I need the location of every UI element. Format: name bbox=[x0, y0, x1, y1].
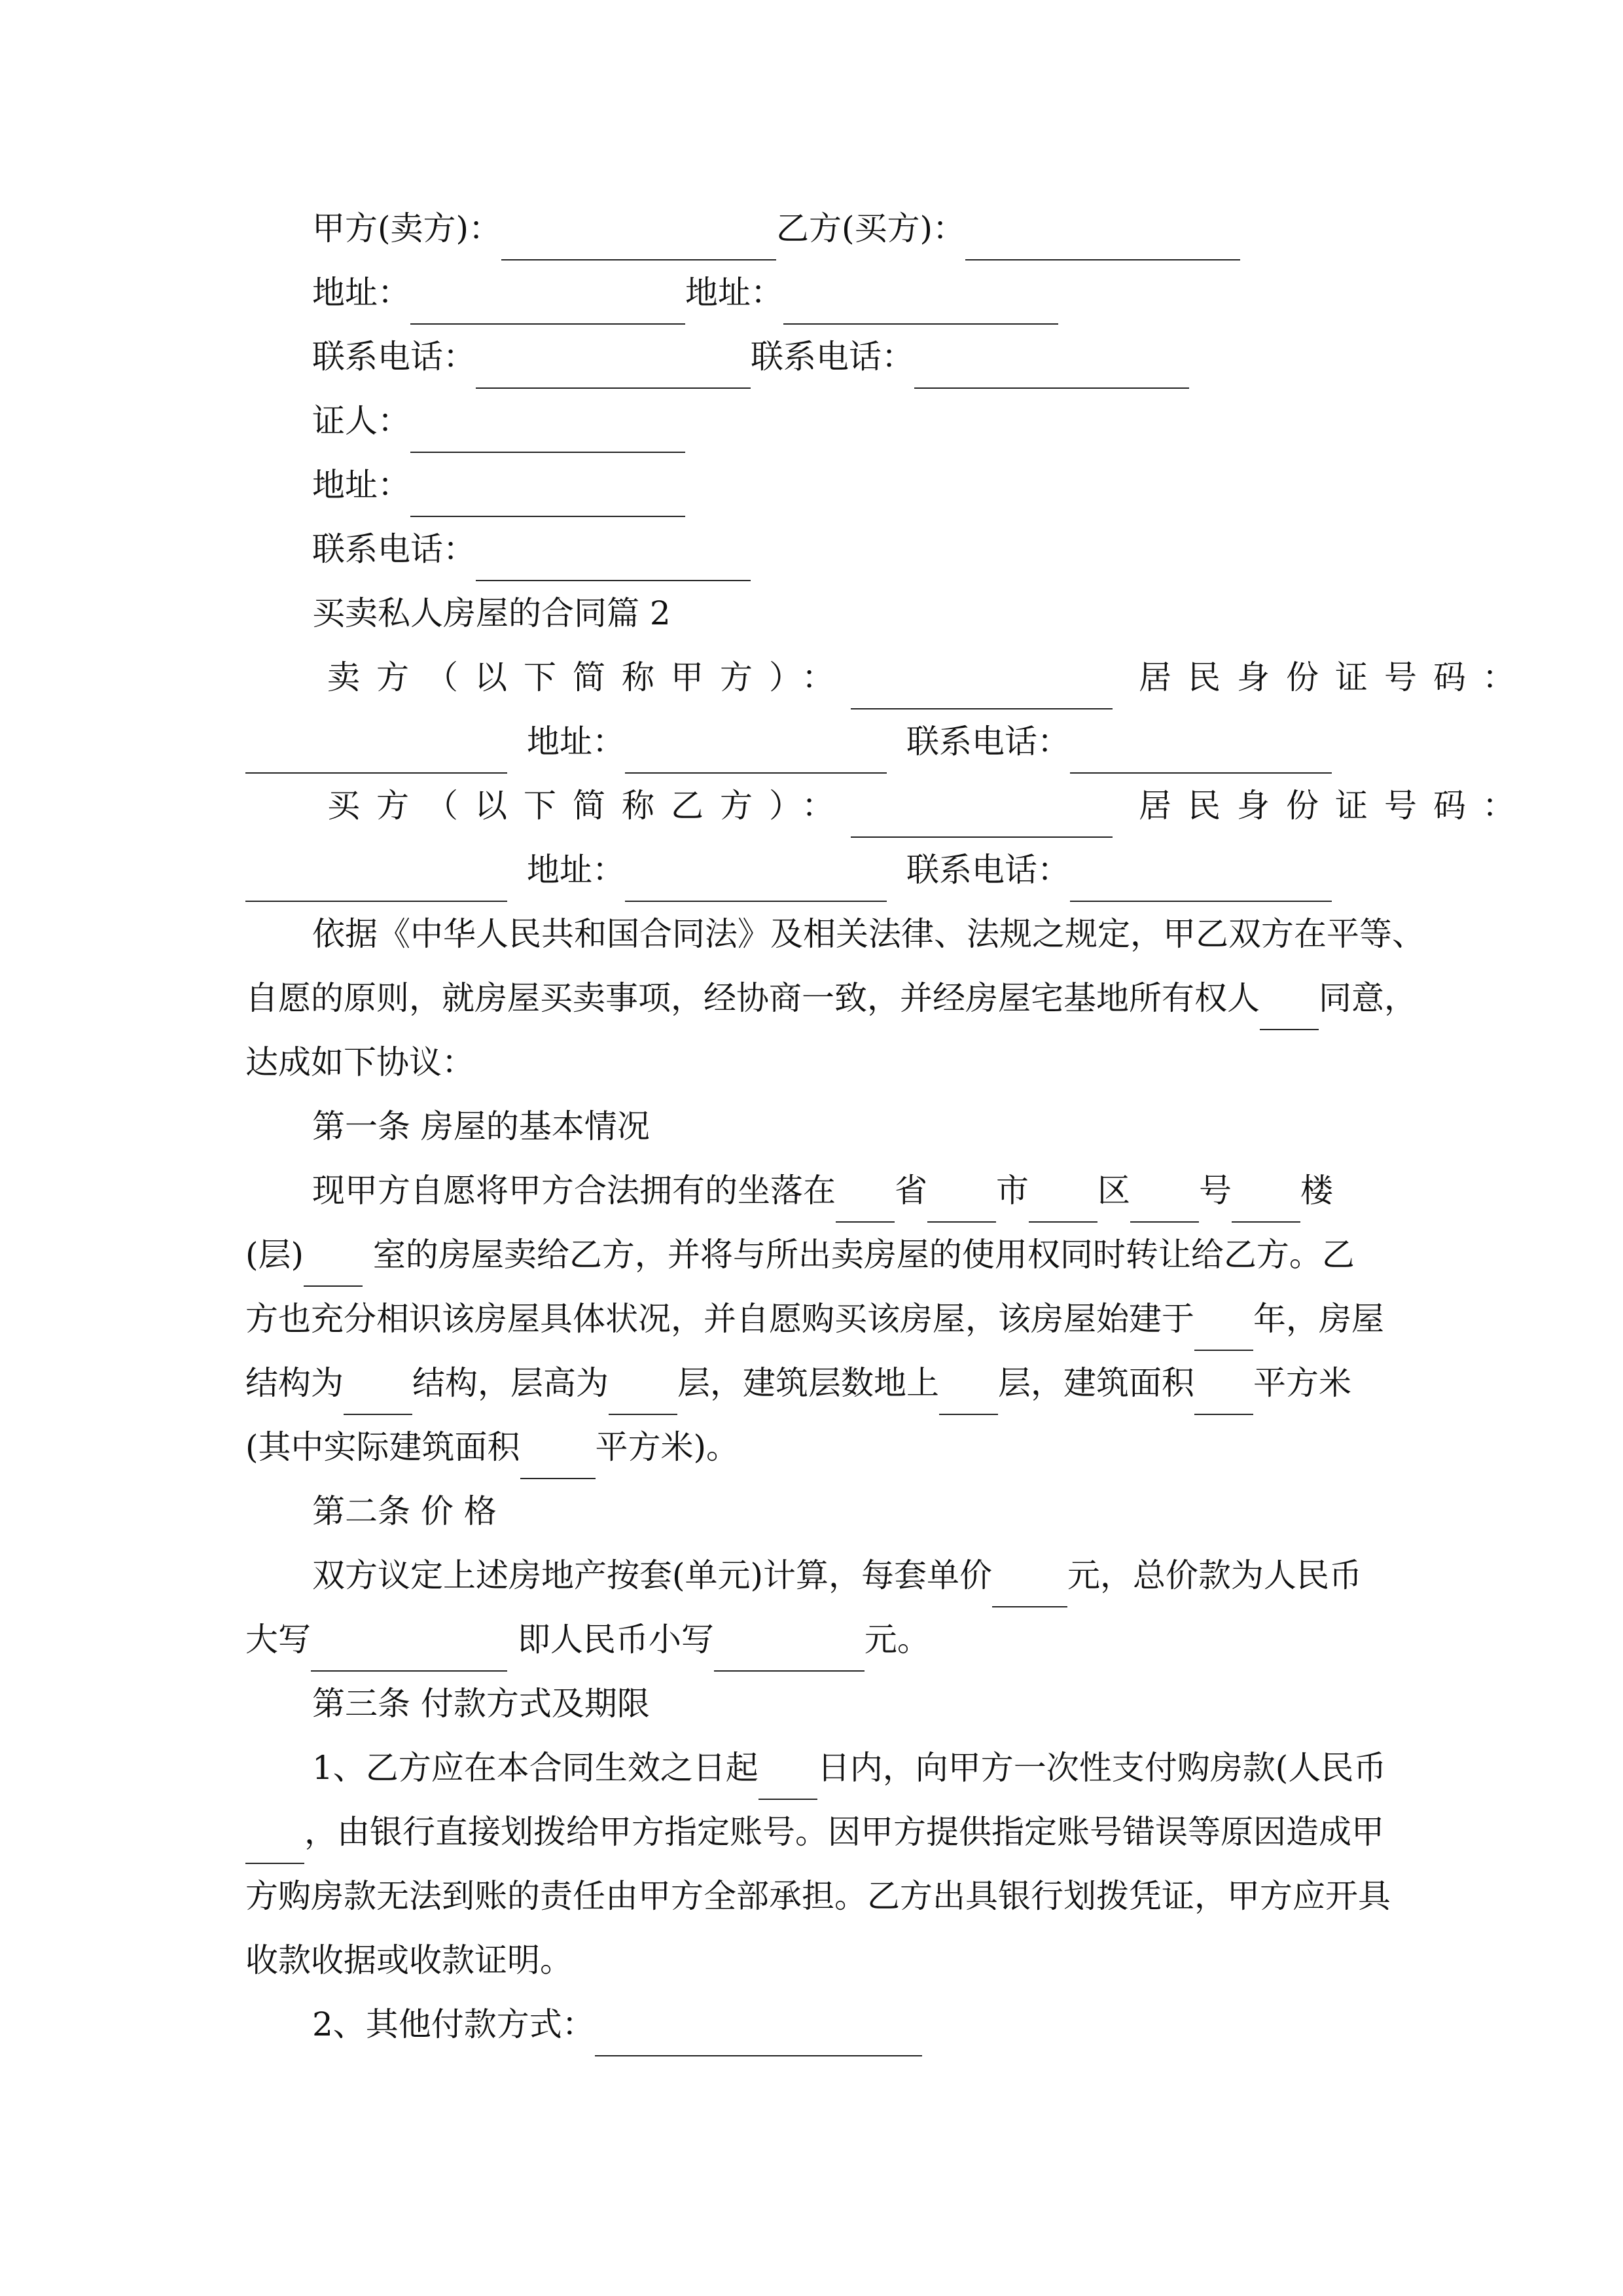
total-price-label: 元，总价款为人民币 bbox=[1067, 1556, 1363, 1594]
amount-words-label: 大写 bbox=[245, 1621, 311, 1659]
seller-label: 甲方(卖方)： bbox=[312, 209, 502, 247]
buyer-label: 乙方(买方)： bbox=[776, 209, 966, 247]
area-label: 层，建筑面积 bbox=[998, 1364, 1194, 1402]
preamble-line-1: 依据《中华人民共和国合同法》及相关法律、法规之规定，甲乙双方在平等、 bbox=[312, 915, 1425, 953]
unit-price-label: 双方议定上述房地产按套(单元)计算，每套单价 bbox=[312, 1556, 993, 1594]
room-blank[interactable] bbox=[304, 1242, 363, 1287]
seller-intro-label: 卖方（以下简称甲方）： bbox=[327, 658, 851, 696]
preamble-consent: 同意， bbox=[1319, 979, 1417, 1017]
preamble-line-3: 达成如下协议： bbox=[245, 1043, 474, 1081]
witness-address-blank[interactable] bbox=[410, 473, 685, 517]
city-label: 市 bbox=[996, 1172, 1029, 1210]
buyer-line-phone-blank[interactable] bbox=[1070, 857, 1332, 902]
seller-buyer-row bbox=[245, 196, 1444, 260]
buyer-id-blank[interactable] bbox=[245, 857, 507, 902]
article1-line-3 bbox=[245, 1287, 1384, 1351]
city-blank[interactable] bbox=[927, 1178, 996, 1223]
floor-label: (层) bbox=[245, 1236, 304, 1274]
phone-row bbox=[245, 325, 1444, 389]
buyer-address-blank[interactable] bbox=[783, 280, 1058, 325]
payment-amount-blank[interactable] bbox=[245, 1820, 304, 1864]
witness-phone-blank[interactable] bbox=[476, 537, 751, 581]
buyer-line-phone-label: 联系电话： bbox=[906, 851, 1070, 889]
article1-line-2 bbox=[245, 1223, 1378, 1287]
witness-row bbox=[245, 389, 1444, 453]
actual-area-label: (其中实际建筑面积 bbox=[245, 1428, 520, 1466]
article3-line-3: 方购房款无法到账的责任由甲方全部承担。乙方出具银行划拨凭证，甲方应开具 bbox=[245, 1877, 1391, 1915]
amount-words-blank[interactable] bbox=[311, 1627, 507, 1672]
seller-detail-row-2 bbox=[245, 709, 1378, 774]
floors-label: 层，建筑层数地上 bbox=[677, 1364, 939, 1402]
buyer-detail-row bbox=[245, 774, 1531, 838]
area-blank[interactable] bbox=[1194, 1371, 1253, 1415]
unit-price-blank[interactable] bbox=[992, 1563, 1067, 1607]
payment-days-blank[interactable] bbox=[758, 1755, 817, 1800]
floors-blank[interactable] bbox=[939, 1371, 998, 1415]
area-unit: 平方米 bbox=[1253, 1364, 1351, 1402]
article3-text: 日内，向甲方一次性支付购房款(人民币 bbox=[817, 1749, 1387, 1787]
seller-party-blank[interactable] bbox=[851, 665, 1113, 709]
witness-blank[interactable] bbox=[410, 408, 685, 453]
address-row bbox=[245, 260, 1444, 325]
actual-area-unit: 平方米)。 bbox=[595, 1428, 740, 1466]
article1-text: 方也充分相识该房屋具体状况，并自愿购买该房屋，该房屋始建于 bbox=[245, 1300, 1194, 1338]
buyer-name-blank[interactable] bbox=[965, 216, 1240, 260]
article1-line-4 bbox=[245, 1351, 1378, 1415]
witness-phone-label: 联系电话： bbox=[312, 530, 476, 568]
build-year-label: 年，房屋 bbox=[1253, 1300, 1384, 1338]
seller-address-blank[interactable] bbox=[410, 280, 685, 325]
article1-title: 第一条 房屋的基本情况 bbox=[312, 1107, 650, 1145]
section-title: 买卖私人房屋的合同篇 2 bbox=[312, 594, 671, 632]
witness-address-label: 地址： bbox=[312, 466, 410, 504]
preamble-text: 自愿的原则，就房屋买卖事项，经协商一致，并经房屋宅基地所有权人 bbox=[245, 979, 1260, 1017]
number-blank[interactable] bbox=[1130, 1178, 1199, 1223]
buyer-id-label: 居民身份证号码： bbox=[1139, 787, 1531, 825]
seller-line-phone-blank[interactable] bbox=[1070, 729, 1332, 774]
buyer-line-address-label: 地址： bbox=[527, 851, 625, 889]
height-label: 结构，层高为 bbox=[412, 1364, 609, 1402]
article3-text: ，由银行直接划拨给甲方指定账号。因甲方提供指定账号错误等原因造成甲 bbox=[304, 1813, 1384, 1851]
structure-blank[interactable] bbox=[344, 1371, 412, 1415]
article3-line-2 bbox=[245, 1800, 1384, 1864]
article1-text: 现甲方自愿将甲方合法拥有的坐落在 bbox=[312, 1172, 836, 1210]
article1-line-1 bbox=[245, 1158, 1444, 1223]
preamble-line-2 bbox=[245, 966, 1417, 1030]
seller-line-phone-label: 联系电话： bbox=[906, 723, 1070, 761]
seller-id-label: 居民身份证号码： bbox=[1139, 658, 1531, 696]
buyer-phone-label: 联系电话： bbox=[751, 338, 914, 376]
actual-area-blank[interactable] bbox=[520, 1435, 596, 1479]
building-label: 楼 bbox=[1300, 1172, 1333, 1210]
build-year-blank[interactable] bbox=[1194, 1306, 1253, 1351]
structure-label: 结构为 bbox=[245, 1364, 344, 1402]
buyer-line-address-blank[interactable] bbox=[625, 857, 887, 902]
seller-line-address-label: 地址： bbox=[527, 723, 625, 761]
buyer-detail-row-2 bbox=[245, 838, 1378, 902]
other-payment-label: 2、其他付款方式： bbox=[312, 2005, 595, 2043]
other-payment-blank[interactable] bbox=[595, 2012, 922, 2056]
amount-figures-blank[interactable] bbox=[714, 1627, 865, 1672]
article1-text: 室的房屋卖给乙方，并将与所出卖房屋的使用权同时转让给乙方。乙 bbox=[363, 1236, 1355, 1274]
height-blank[interactable] bbox=[609, 1371, 677, 1415]
seller-detail-row bbox=[245, 645, 1531, 709]
article3-line-5 bbox=[245, 1992, 1444, 2056]
province-label: 省 bbox=[895, 1172, 927, 1210]
number-label: 号 bbox=[1199, 1172, 1232, 1210]
article2-line-2 bbox=[245, 1607, 1378, 1672]
province-blank[interactable] bbox=[836, 1178, 895, 1223]
article2-title: 第二条 价 格 bbox=[312, 1492, 497, 1530]
owner-consent-blank[interactable] bbox=[1260, 986, 1319, 1030]
seller-address-label: 地址： bbox=[312, 274, 410, 312]
seller-phone-label: 联系电话： bbox=[312, 338, 476, 376]
article3-title: 第三条 付款方式及期限 bbox=[312, 1685, 650, 1723]
article3-line-4: 收款收据或收款证明。 bbox=[245, 1941, 573, 1979]
payment-days-label: 1、乙方应在本合同生效之日起 bbox=[312, 1749, 758, 1787]
district-blank[interactable] bbox=[1029, 1178, 1097, 1223]
buyer-party-blank[interactable] bbox=[851, 793, 1113, 838]
seller-name-blank[interactable] bbox=[501, 216, 776, 260]
amount-figures-label: 即人民币小写 bbox=[507, 1621, 714, 1659]
article1-line-5 bbox=[245, 1415, 1378, 1479]
currency-unit: 元。 bbox=[864, 1621, 930, 1659]
witness-address-row bbox=[245, 453, 1444, 517]
witness-phone-row bbox=[245, 517, 1444, 581]
article3-line-1 bbox=[245, 1736, 1444, 1800]
building-blank[interactable] bbox=[1232, 1178, 1300, 1223]
buyer-intro-label: 买方（以下简称乙方）： bbox=[327, 787, 851, 825]
article2-line-1 bbox=[245, 1543, 1444, 1607]
witness-label: 证人： bbox=[312, 402, 410, 440]
seller-phone-blank[interactable] bbox=[476, 344, 751, 389]
buyer-address-label: 地址： bbox=[685, 274, 783, 312]
seller-line-address-blank[interactable] bbox=[625, 729, 887, 774]
seller-id-blank[interactable] bbox=[245, 729, 507, 774]
buyer-phone-blank[interactable] bbox=[914, 344, 1189, 389]
district-label: 区 bbox=[1097, 1172, 1130, 1210]
